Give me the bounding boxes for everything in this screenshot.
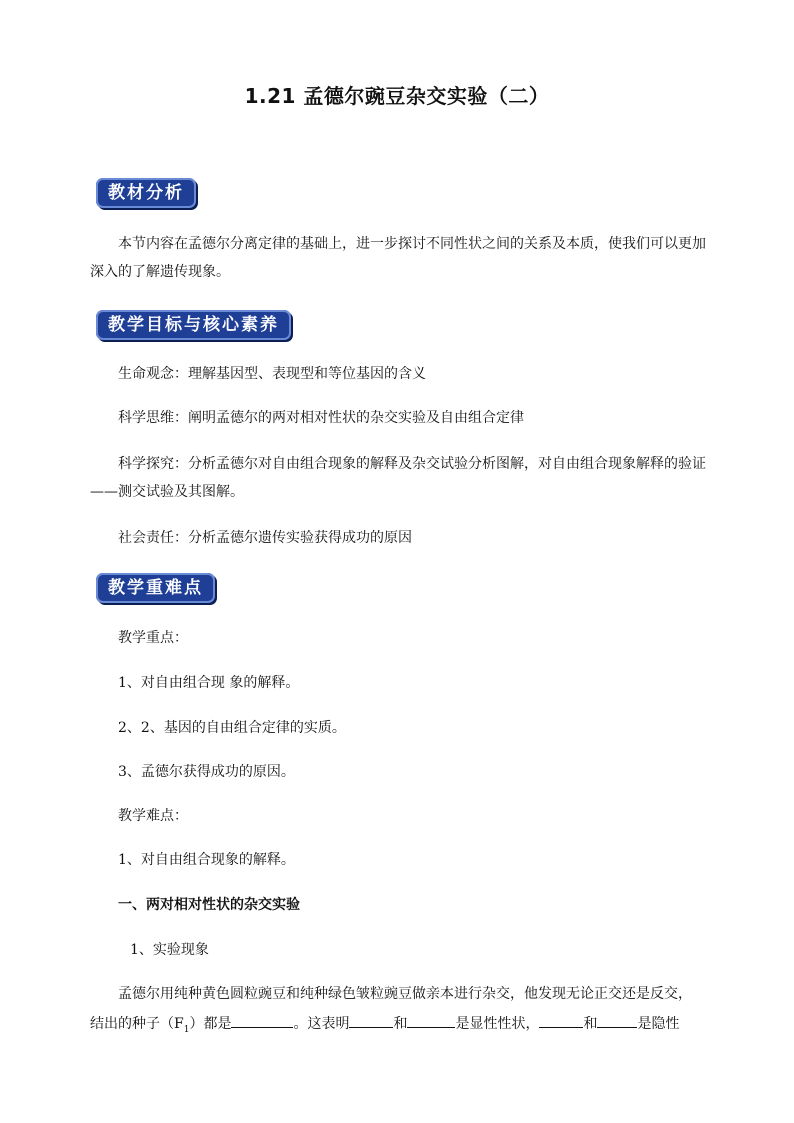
experiment-heading: 一、两对相对性状的杂交实验	[118, 897, 300, 913]
goal-item: 科学思维：阐明孟德尔的两对相对性状的杂交实验及自由组合定律	[118, 410, 524, 426]
fill-blank[interactable]	[539, 1013, 583, 1028]
text-segment: 和	[583, 1016, 598, 1032]
focus-item: 3、孟德尔获得成功的原因。	[118, 764, 295, 780]
experiment-paragraph-line2	[90, 1010, 708, 1044]
focus-label: 教学重点：	[118, 630, 188, 646]
document-title: 1.21 孟德尔豌豆杂交实验（二）	[244, 84, 550, 108]
subscript: 1	[183, 1024, 190, 1035]
goal-item: 生命观念：理解基因型、表现型和等位基因的含义	[118, 366, 426, 382]
text-segment: 是显性性状，	[455, 1016, 540, 1032]
focus-item: 2、2、基因的自由组合定律的实质。	[118, 720, 346, 736]
experiment-subheading: 1、实验现象	[130, 942, 209, 958]
section-heading-keypoints: 教学重难点	[96, 573, 215, 603]
goal-item: 科学探究：分析孟德尔对自由组合现象的解释及杂交试验分析图解，对自由组合现象解释的验证——测交试验及其图解。	[90, 456, 706, 500]
goal-item: 社会责任：分析孟德尔遗传实验获得成功的原因	[118, 530, 412, 546]
text-segment: 和	[393, 1016, 408, 1032]
fill-blank[interactable]	[349, 1013, 393, 1028]
difficulty-label: 教学难点：	[118, 808, 188, 824]
focus-item: 1、对自由组合现 象的解释。	[118, 675, 300, 691]
section-heading-goals: 教学目标与核心素养	[96, 310, 291, 340]
text-segment: 。这表明	[293, 1016, 350, 1032]
section-heading-analysis: 教材分析	[96, 178, 196, 208]
analysis-paragraph: 本节内容在孟德尔分离定律的基础上，进一步探讨不同性状之间的关系及本质，使我们可以更加深入的了解遗传现象。	[90, 236, 706, 280]
difficulty-item: 1、对自由组合现象的解释。	[118, 852, 295, 868]
text-segment: 是隐性	[637, 1016, 680, 1032]
experiment-paragraph-line1: 孟德尔用纯种黄色圆粒豌豆和纯种绿色皱粒豌豆做亲本进行杂交，他发现无论正交还是反交，	[118, 986, 692, 1002]
fill-blank[interactable]	[597, 1013, 637, 1028]
text-segment: ）都是	[189, 1016, 232, 1032]
text-segment: 结出的种子（F	[90, 1016, 184, 1032]
fill-blank[interactable]	[407, 1013, 455, 1028]
fill-blank[interactable]	[231, 1013, 293, 1028]
